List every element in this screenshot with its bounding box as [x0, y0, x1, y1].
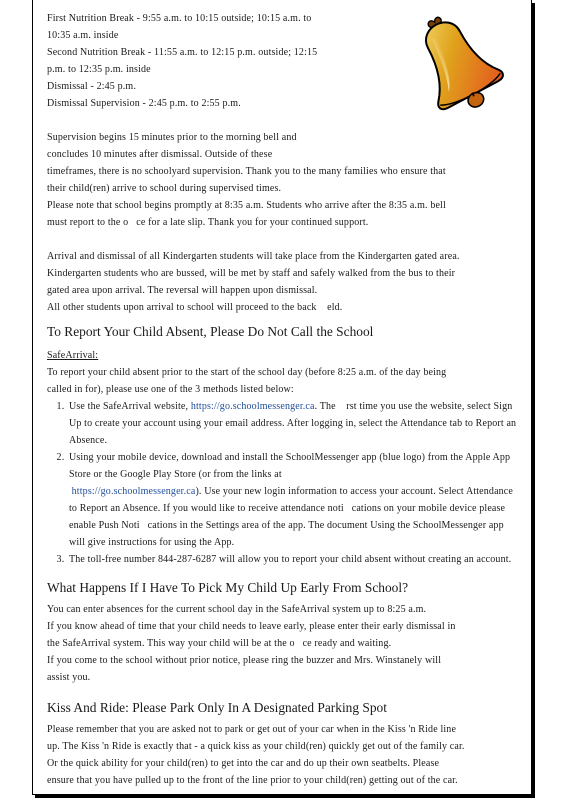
list-item: [67, 449, 519, 551]
kiss-and-ride-heading: Kiss And Ride: Please Park Only In A Designated Parking Spot: [47, 700, 387, 715]
kiss-and-ride-text: ensure that you have pulled up to the front of the line prior to your child(ren) getting out of the car.: [47, 775, 458, 786]
arrival-text: Kindergarten students who are bussed, will be met by staff and safely walked from the bus to their: [47, 268, 456, 279]
late-note: Please note that school begins promptly at 8:35 a.m. Students who arrive after the 8:35 a.m. bell: [47, 200, 446, 211]
schedule-line: p.m. to 12:35 p.m. inside: [47, 64, 151, 75]
arrival-text: gated area upon arrival. The reversal will happen upon dismissal.: [47, 285, 318, 296]
safearrival-subheading: SafeArrival:: [47, 350, 99, 361]
supervision-text: their child(ren) arrive to school during supervised times.: [47, 183, 282, 194]
early-pickup-text: If you come to the school without prior notice, please ring the buzzer and Mrs. Winstanely will: [47, 655, 442, 666]
early-pickup-text: assist you.: [47, 672, 91, 683]
kiss-and-ride-text: Or the quick ability for your child(ren) to get into the car and do up their own seatbelts. Please: [47, 758, 440, 769]
report-intro: To report your child absent prior to the start of the school day (before 8:25 a.m. of the day being: [47, 367, 447, 378]
kiss-and-ride-text: up. The Kiss 'n Ride is exactly that - a quick kiss as your child(ren) quickly get out of the family car.: [47, 741, 465, 752]
report-intro: called in for), please use one of the 3 methods listed below:: [47, 384, 294, 395]
method-text: ). Use your new login information to access your account. Select Attendance to Report an Absence. If you would like to receive attendance noti cations on your mobile device please enable Push Noti cations in the Settings area of the app. The document Using the SchoolMessenger app will give instructions for using the App.: [69, 486, 513, 548]
schedule-line: Dismissal Supervision - 2:45 p.m. to 2:55 p.m.: [47, 98, 241, 109]
safearrival-link[interactable]: https://go.schoolmessenger.ca: [190, 401, 315, 412]
list-item: [67, 398, 519, 449]
early-pickup-text: the SafeArrival system. This way your child will be at the o ce ready and waiting.: [47, 638, 392, 649]
list-item: [67, 551, 519, 568]
supervision-text: timeframes, there is no schoolyard supervision. Thank you to the many families who ensure that: [47, 166, 446, 177]
schedule-section: [47, 10, 519, 163]
report-absent-heading: To Report Your Child Absent, Please Do Not Call the School: [47, 324, 374, 339]
supervision-text: concludes 10 minutes after dismissal. Outside of these: [47, 149, 273, 160]
early-pickup-text: You can enter absences for the current school day in the SafeArrival system up to 8:25 a.m.: [47, 604, 427, 615]
schedule-line: Second Nutrition Break - 11:55 a.m. to 12:15 p.m. outside; 12:15: [47, 47, 318, 58]
schoolmessenger-link[interactable]: https://go.schoolmessenger.ca: [71, 486, 196, 497]
document-page: [32, 0, 532, 795]
schedule-line: Dismissal - 2:45 p.m.: [47, 81, 136, 92]
supervision-text: Supervision begins 15 minutes prior to the morning bell and: [47, 132, 297, 143]
arrival-text: All other students upon arrival to school will proceed to the back  eld.: [47, 302, 343, 313]
kiss-and-ride-text: Please remember that you are asked not to park or get out of your car when in the Kiss 'n Ride line: [47, 724, 457, 735]
late-note: must report to the o ce for a late slip. Thank you for your continued support.: [47, 217, 369, 228]
early-pickup-heading: What Happens If I Have To Pick My Child Up Early From School?: [47, 580, 409, 595]
schedule-line: 10:35 a.m. inside: [47, 30, 119, 41]
schedule-line: First Nutrition Break - 9:55 a.m. to 10:15 outside; 10:15 a.m. to: [47, 13, 312, 24]
early-pickup-text: If you know ahead of time that your child needs to leave early, please enter their early dismissal in: [47, 621, 456, 632]
method-text: . The  rst time you use the website, select Sign Up to create your account using your email address. After logging in, select the Attendance tab to Report an Absence.: [69, 401, 517, 446]
arrival-text: Arrival and dismissal of all Kindergarten students will take place from the Kindergarten gated area.: [47, 251, 460, 262]
method-text: The toll-free number 844-287-6287 will allow you to report your child absent without creating an account.: [69, 554, 512, 565]
method-text: Using your mobile device, download and install the SchoolMessenger app (blue logo) from the Apple App Store or the Google Play Store (or from the links at: [69, 452, 511, 480]
main-content: [47, 10, 519, 789]
report-methods-list: [47, 398, 519, 568]
method-text: Use the SafeArrival website,: [69, 401, 191, 412]
